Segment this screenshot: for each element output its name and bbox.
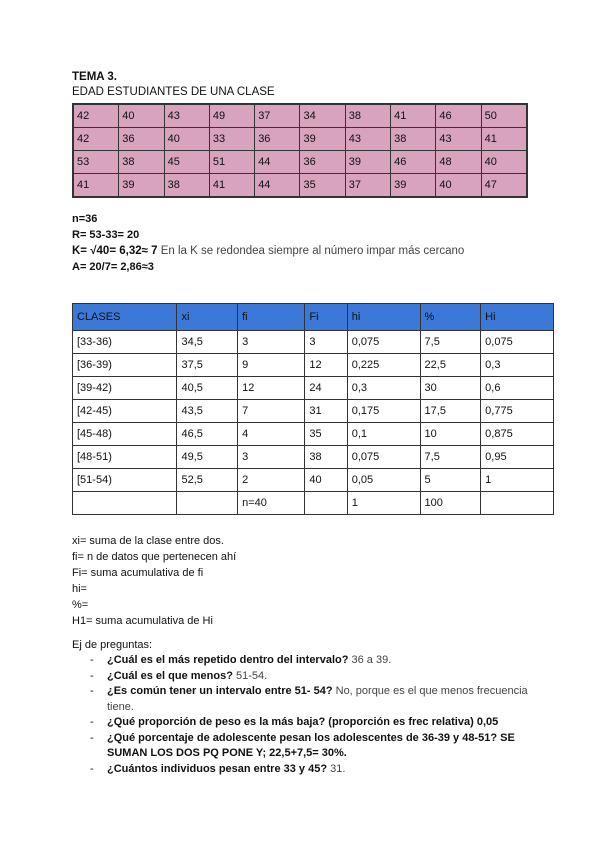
age-cell: 36 <box>119 128 164 151</box>
doc-title: TEMA 3. <box>72 71 117 83</box>
table-row <box>73 400 554 423</box>
bullet-icon: - <box>90 685 94 697</box>
age-cell: 35 <box>300 174 345 198</box>
table-cell: [42-45) <box>73 400 177 423</box>
column-header: hi <box>347 304 420 331</box>
age-cell: 43 <box>345 128 390 151</box>
table-cell: 0,05 <box>347 469 420 492</box>
table-cell: 12 <box>238 377 305 400</box>
table-row <box>73 331 554 354</box>
table-cell: 3 <box>238 446 305 469</box>
table-cell: 7,5 <box>420 331 481 354</box>
question-text: ¿Cuántos individuos pesan entre 33 y 45? <box>107 762 328 775</box>
bullet-icon: - <box>90 669 94 682</box>
table-cell: 0,225 <box>347 354 420 377</box>
question-text: ¿Es común tener un intervalo entre 51- 54? <box>107 685 333 697</box>
question-item <box>72 731 542 762</box>
legend-line: xi= suma de la clase entre dos. <box>72 535 224 547</box>
bullet-icon: - <box>90 654 94 666</box>
table-cell: 46,5 <box>177 423 238 446</box>
table-cell: 100 <box>420 492 481 515</box>
column-header: xi <box>177 304 238 331</box>
table-cell: 30 <box>420 377 481 400</box>
calc-k-line <box>72 243 464 259</box>
table-cell: 35 <box>305 423 347 446</box>
age-cell: 50 <box>481 104 527 128</box>
table-cell: 0,1 <box>347 423 420 446</box>
table-row <box>73 354 554 377</box>
questions-list <box>72 653 542 777</box>
age-cell: 38 <box>119 151 164 174</box>
age-cell: 38 <box>164 174 209 198</box>
age-cell: 37 <box>255 104 300 128</box>
frequency-table <box>72 303 554 515</box>
table-cell: n=40 <box>238 492 305 515</box>
age-cell: 42 <box>73 104 119 128</box>
answer-text: 51-54. <box>232 669 268 682</box>
table-cell: 5 <box>420 469 481 492</box>
age-cell: 43 <box>164 104 209 128</box>
ages-row <box>73 151 527 174</box>
table-cell: 34,5 <box>177 331 238 354</box>
legend-line: H1= suma acumulativa de Hi <box>72 615 213 627</box>
age-cell: 33 <box>209 128 254 151</box>
table-cell: 1 <box>481 469 554 492</box>
table-cell: [36-39) <box>73 354 177 377</box>
table-cell: 43,5 <box>177 400 238 423</box>
table-row <box>73 377 554 400</box>
table-cell: [45-48) <box>73 423 177 446</box>
question-text: ¿Qué proporción de peso es la más baja? (proporción es frec relativa) 0,05 <box>107 716 499 728</box>
age-cell: 38 <box>345 104 390 128</box>
age-cell: 48 <box>436 151 481 174</box>
age-cell: 51 <box>209 151 254 174</box>
age-cell: 39 <box>345 151 390 174</box>
calc-k: K= √40= 6,32≈ 7 <box>72 245 158 257</box>
table-cell: 9 <box>238 354 305 377</box>
bullet-icon: - <box>90 762 94 775</box>
question-item <box>72 684 542 715</box>
calc-r: R= 53-33= 20 <box>72 229 140 241</box>
table-cell: 17,5 <box>420 400 481 423</box>
age-cell: 46 <box>436 104 481 128</box>
legend-line: %= <box>72 599 89 611</box>
calc-n: n=36 <box>72 213 98 225</box>
column-header: CLASES <box>73 304 177 331</box>
table-cell <box>481 492 554 515</box>
table-cell: [51-54) <box>73 469 177 492</box>
table-cell: 0,175 <box>347 400 420 423</box>
table-row <box>73 446 554 469</box>
age-cell: 41 <box>481 128 527 151</box>
table-cell: 7 <box>238 400 305 423</box>
age-cell: 41 <box>391 104 436 128</box>
age-cell: 40 <box>481 151 527 174</box>
age-cell: 42 <box>73 128 119 151</box>
table-cell: 24 <box>305 377 347 400</box>
column-header: % <box>420 304 481 331</box>
table-cell: 2 <box>238 469 305 492</box>
age-cell: 40 <box>436 174 481 198</box>
table-cell: 40,5 <box>177 377 238 400</box>
table-cell: 37,5 <box>177 354 238 377</box>
legend-line: hi= <box>72 583 87 595</box>
column-header: fi <box>238 304 305 331</box>
table-cell: 0,075 <box>347 331 420 354</box>
ages-row <box>73 128 527 151</box>
table-cell: 4 <box>238 423 305 446</box>
column-header: Fi <box>305 304 347 331</box>
table-row <box>73 423 554 446</box>
age-cell: 40 <box>119 104 164 128</box>
question-item <box>72 669 542 685</box>
table-cell: 0,3 <box>481 354 554 377</box>
table-cell: 0,875 <box>481 423 554 446</box>
bullet-icon: - <box>90 731 94 744</box>
table-cell: 3 <box>238 331 305 354</box>
ages-table <box>72 103 528 198</box>
age-cell: 44 <box>255 174 300 198</box>
table-cell: 10 <box>420 423 481 446</box>
age-cell: 37 <box>345 174 390 198</box>
question-text: ¿Cuál es el que menos? <box>107 669 233 682</box>
age-cell: 39 <box>391 174 436 198</box>
table-cell: 3 <box>305 331 347 354</box>
table-cell: [48-51) <box>73 446 177 469</box>
age-cell: 49 <box>209 104 254 128</box>
table-cell: 40 <box>305 469 347 492</box>
table-cell: 1 <box>347 492 420 515</box>
legend-line: Fi= suma acumulativa de fi <box>72 567 204 579</box>
table-cell: 7,5 <box>420 446 481 469</box>
bullet-icon: - <box>90 716 94 728</box>
table-row <box>73 469 554 492</box>
table-cell: [39-42) <box>73 377 177 400</box>
table-cell: 0,075 <box>481 331 554 354</box>
age-cell: 53 <box>73 151 119 174</box>
table-cell: 0,6 <box>481 377 554 400</box>
age-cell: 36 <box>255 128 300 151</box>
age-cell: 47 <box>481 174 527 198</box>
age-cell: 39 <box>119 174 164 198</box>
legend-line: fi= n de datos que pertenecen ahí <box>72 551 237 563</box>
age-cell: 45 <box>164 151 209 174</box>
age-cell: 41 <box>209 174 254 198</box>
age-cell: 34 <box>300 104 345 128</box>
age-cell: 40 <box>164 128 209 151</box>
answer-text: 31. <box>327 762 346 775</box>
age-cell: 43 <box>436 128 481 151</box>
table-cell <box>177 492 238 515</box>
ages-row <box>73 174 527 198</box>
table-cell: [33-36) <box>73 331 177 354</box>
question-item <box>72 762 542 778</box>
ages-row <box>73 104 527 128</box>
age-cell: 38 <box>391 128 436 151</box>
table-cell: 22,5 <box>420 354 481 377</box>
table-row <box>73 492 554 515</box>
answer-text: No, porque es el que menos frecuencia tiene. <box>107 685 528 713</box>
answer-text: 36 a 39. <box>348 654 392 666</box>
age-cell: 39 <box>300 128 345 151</box>
column-header: Hi <box>481 304 554 331</box>
table-cell: 38 <box>305 446 347 469</box>
table-cell: 12 <box>305 354 347 377</box>
age-cell: 44 <box>255 151 300 174</box>
table-cell: 0,3 <box>347 377 420 400</box>
age-cell: 36 <box>300 151 345 174</box>
table-cell <box>305 492 347 515</box>
calc-k-note: En la K se redondea siempre al número impar más cercano <box>157 245 465 257</box>
table-cell: 52,5 <box>177 469 238 492</box>
calc-a: A= 20/7= 2,86≈3 <box>72 261 154 273</box>
table-cell: 0,075 <box>347 446 420 469</box>
question-text: ¿Cuál es el más repetido dentro del intervalo? <box>107 654 349 666</box>
question-text: ¿Qué porcentaje de adolescente pesan los adolescentes de 36-39 y 48-51? SE SUMAN LOS DOS PQ PONE Y; 22,5+7,5= 30%. <box>107 731 515 759</box>
table-cell: 0,95 <box>481 446 554 469</box>
table-cell <box>73 492 177 515</box>
table-cell: 31 <box>305 400 347 423</box>
question-item <box>72 653 542 669</box>
question-item <box>72 715 542 731</box>
age-cell: 41 <box>73 174 119 198</box>
table-cell: 0,775 <box>481 400 554 423</box>
questions-title: Ej de preguntas: <box>72 639 153 651</box>
doc-subtitle: EDAD ESTUDIANTES DE UNA CLASE <box>72 86 275 98</box>
table-cell: 49,5 <box>177 446 238 469</box>
age-cell: 46 <box>391 151 436 174</box>
